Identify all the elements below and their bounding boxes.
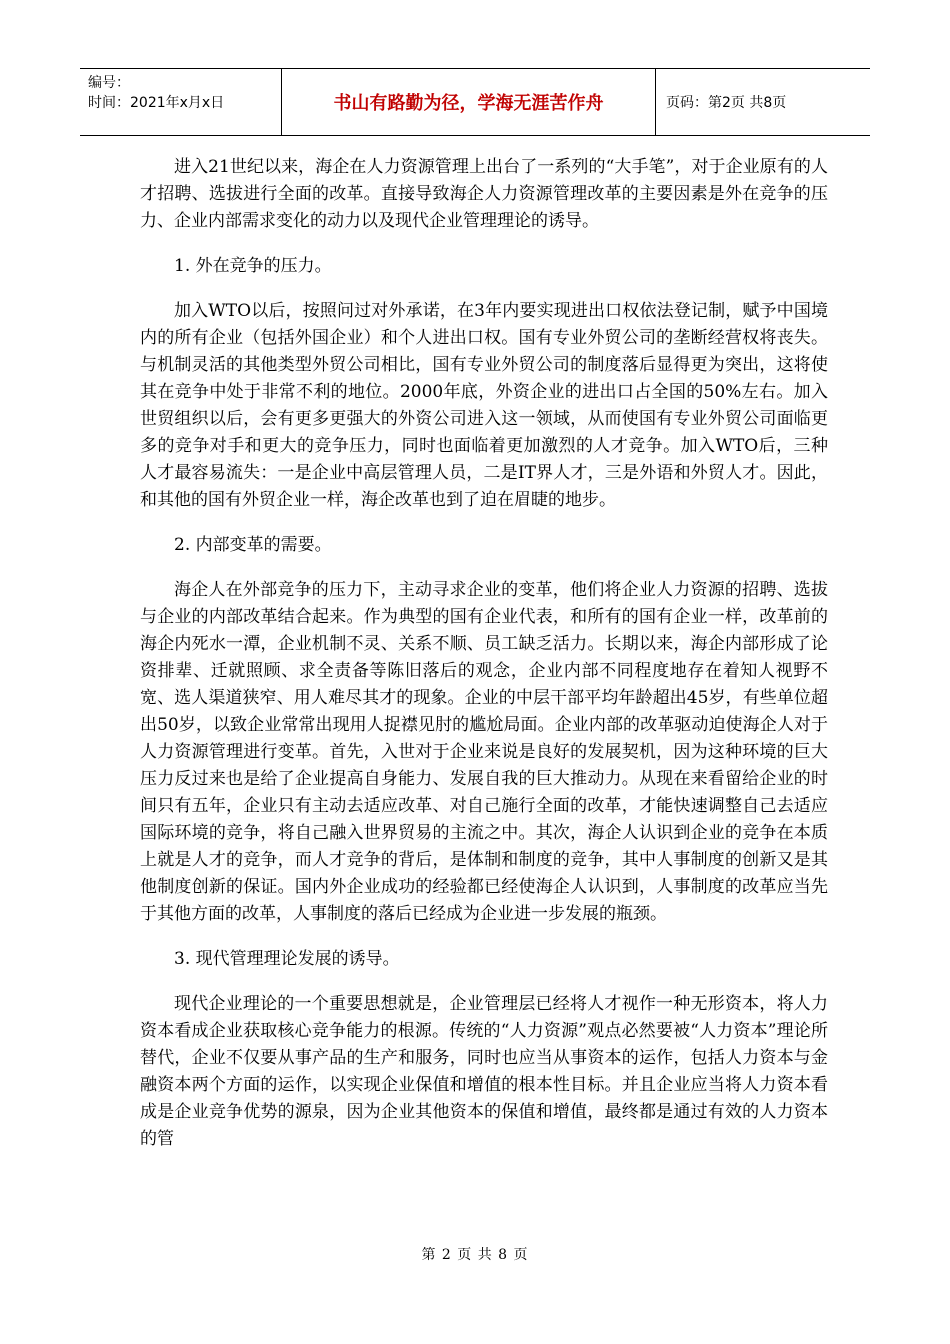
paragraph-internal-reform: 海企人在外部竞争的压力下，主动寻求企业的变革，他们将企业人力资源的招聘、选拔与企业的内部改革结合起来。作为典型的国有企业代表，和所有的国有企业一样，改革前的海企内死水一潭，企业机制不灵、关系不顺、员工缺乏活力。长期以来，海企内部形成了论资排辈、迁就照顾、求全责备等陈旧落后的观念，企业内部不同程度地存在着知人视野不宽、选人渠道狭窄、用人难尽其才的现象。企业的中层干部平均年龄超出45岁，有些单位超出50岁，以致企业常常出现用人捉襟见肘的尴尬局面。企业内部的改革驱动迫使海企人对于人力资源管理进行变革。首先，入世对于企业来说是良好的发展契机，因为这种环境的巨大压力反过来也是给了企业提高自身能力、发展自我的巨大推动力。从现在来看留给企业的时间只有五年，企业只有主动去适应改革、对自己施行全面的改革，才能快速调整自己去适应国际环境的竞争，将自己融入世界贸易的主流之中。其次，海企人认识到企业的竞争在本质上就是人才的竞争，而人才竞争的背后，是体制和制度的竞争，其中人事制度的创新又是其他制度创新的保证。国内外企业成功的经验都已经使海企人认识到，人事制度的改革应当先于其他方面的改革，人事制度的落后已经成为企业进一步发展的瓶颈。 xyxy=(140,580,828,924)
section-heading-2: 2. 内部变革的需要。 xyxy=(174,535,332,555)
document-body xyxy=(140,154,828,1171)
paragraph-external-pressure: 加入WTO以后，按照问过对外承诺，在3年内要实现进出口权依法登记制，赋予中国境内的所有企业（包括外国企业）和个人进出口权。国有专业外贸公司的垄断经营权将丧失。与机制灵活的其他类型外贸公司相比，国有专业外贸公司的制度落后显得更为突出，这将使其在竞争中处于非常不利的地位。2000年底，外资企业的进出口占全国的50%左右。加入世贸组织以后，会有更多更强大的外资公司进入这一领域，从而使国有专业外贸公司面临更多的竞争对手和更大的竞争压力，同时也面临着更加激烈的人才竞争。加入WTO后，三种人才最容易流失：一是企业中高层管理人员，二是IT界人才，三是外语和外贸人才。因此，和其他的国有外贸企业一样，海企改革也到了迫在眉睫的地步。 xyxy=(140,301,828,510)
paragraph-management-theory: 现代企业理论的一个重要思想就是，企业管理层已经将人才视作一种无形资本，将人力资本看成企业获取核心竞争能力的根源。传统的“人力资源”观点必然要被“人力资本”理论所替代，企业不仅要从事产品的生产和服务，同时也应当从事资本的运作，包括人力资本与金融资本两个方面的运作，以实现企业保值和增值的根本性目标。并且企业应当将人力资本看成是企业竞争优势的源泉，因为企业其他资本的保值和增值，最终都是通过有效的人力资本的管 xyxy=(140,994,828,1149)
header-motto: 书山有路勤为径，学海无涯苦作舟 xyxy=(282,69,656,135)
paragraph-intro: 进入21世纪以来，海企在人力资源管理上出台了一系列的“大手笔”，对于企业原有的人才招聘、选拔进行全面的改革。直接导致海企人力资源管理改革的主要因素是外在竞争的压力、企业内部需求变化的动力以及现代企业管理理论的诱导。 xyxy=(140,157,828,231)
page-header xyxy=(80,68,870,136)
section-heading-3: 3. 现代管理理论发展的诱导。 xyxy=(174,949,400,969)
page-footer: 第 2 页 共 8 页 xyxy=(421,1247,529,1263)
header-meta-cell xyxy=(80,69,282,135)
document-number-label: 编号： xyxy=(88,75,130,91)
header-page-info: 页码：第2页 共8页 xyxy=(666,95,787,111)
document-time-label: 时间：2021年x月x日 xyxy=(88,95,225,111)
section-heading-1: 1. 外在竞争的压力。 xyxy=(174,256,332,276)
